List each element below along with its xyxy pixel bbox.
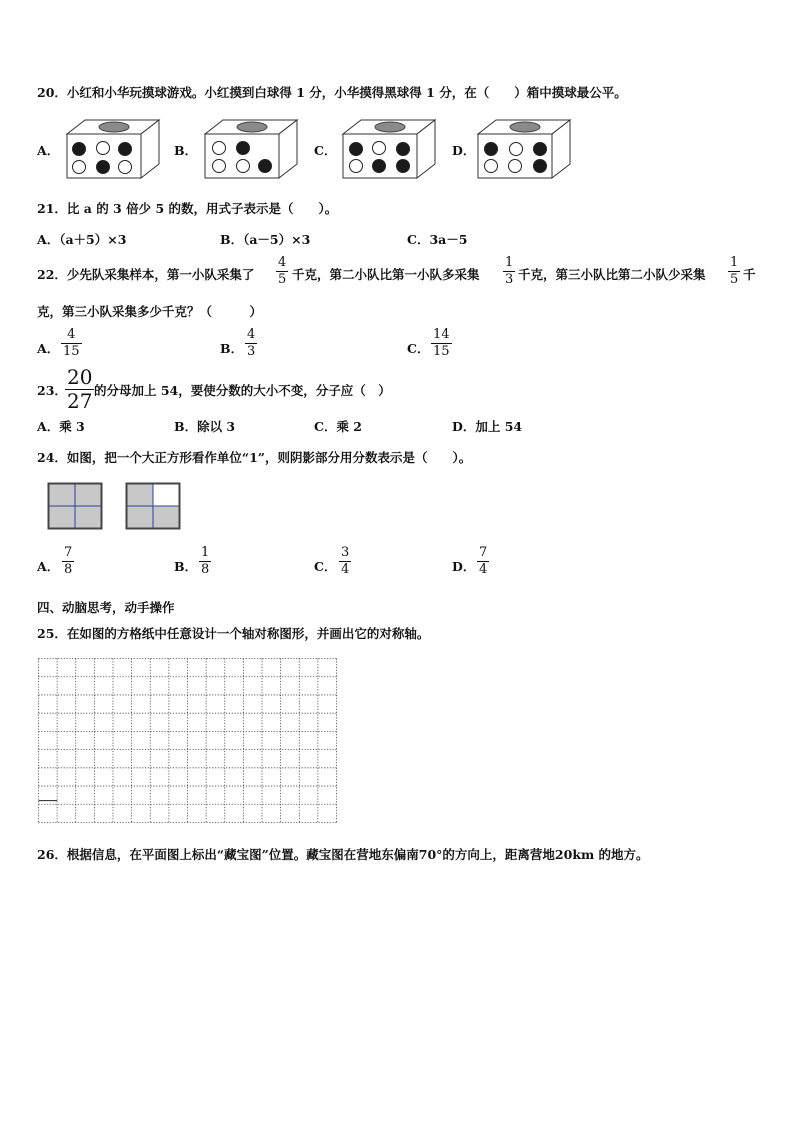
q23-fraction-denominator: 27 — [67, 389, 93, 413]
white-ball — [213, 160, 226, 173]
q22-fraction-1 — [276, 256, 288, 286]
black-ball — [534, 160, 547, 173]
box-hole — [510, 122, 540, 132]
q23-fraction — [65, 367, 94, 411]
box-hole — [237, 122, 267, 132]
q20-box-d — [478, 118, 574, 180]
q20-box-c — [343, 118, 439, 180]
q22-text-part4: 千 — [743, 267, 756, 282]
q22-fraction-1-numerator: 4 — [278, 255, 287, 270]
black-ball — [485, 143, 498, 156]
q22-option-a-numerator: 4 — [67, 327, 76, 342]
q24-option-c-numerator: 3 — [341, 545, 350, 560]
q22-option-b-fraction — [245, 328, 257, 358]
black-ball — [259, 160, 272, 173]
white-ball — [237, 160, 250, 173]
q23-option-a: A．乘 3 — [37, 419, 85, 434]
q22-fraction-3 — [728, 256, 740, 286]
question-20-text: 20．小红和小华玩摸球游戏。小红摸到白球得 1 分，小华摸得黑球得 1 分，在（ ）箱中摸球最公平。 — [37, 85, 627, 100]
q21-option-c: C．3a－5 — [407, 232, 468, 247]
q22-fraction-2 — [503, 256, 515, 286]
q24-option-a-numerator: 7 — [64, 545, 73, 560]
black-ball — [534, 143, 547, 156]
white-ball — [373, 142, 386, 155]
q22-option-a-fraction — [61, 328, 82, 358]
black-ball — [237, 142, 250, 155]
q24-option-a-fraction — [62, 546, 74, 576]
q24-option-d-fraction — [477, 546, 489, 576]
section-4-heading: 四、动脑思考，动手操作 — [37, 600, 175, 615]
q22-text-part2: 千克，第二小队比第一小队多采集 — [292, 267, 480, 282]
box-hole — [99, 122, 129, 132]
black-ball — [73, 143, 86, 156]
q23-option-c: C．乘 2 — [314, 419, 362, 434]
q24-option-a-denominator: 8 — [64, 562, 73, 577]
q23-number: 23． — [37, 383, 67, 398]
white-ball — [97, 142, 110, 155]
q23-text: 的分母加上 54，要使分数的大小不变，分子应（ ） — [94, 383, 391, 398]
question-26-text: 26．根据信息，在平面图上标出“藏宝图”位置。藏宝图在营地东偏南70°的方向上，距离营地20km 的地方。 — [37, 847, 649, 862]
q22-fraction-1-denominator: 5 — [278, 272, 287, 287]
q25-grid-paper — [38, 658, 338, 824]
q21-option-b: B．（a－5）×3 — [220, 232, 311, 247]
question-21-text: 21．比 a 的 3 倍少 5 的数，用式子表示是（ ）。 — [37, 201, 338, 216]
black-ball — [397, 143, 410, 156]
q22-fraction-2-numerator: 1 — [505, 255, 514, 270]
q21-option-a: A．（a＋5）×3 — [37, 232, 127, 247]
q24-option-c-fraction — [339, 546, 351, 576]
q22-option-b-label: B． — [220, 341, 244, 356]
q24-option-d-denominator: 4 — [479, 562, 488, 577]
q22-text-line2: 克，第三小队采集多少千克？（ ） — [37, 304, 263, 319]
q22-option-b-denominator: 3 — [247, 344, 256, 359]
q22-text-part3: 千克，第三小队比第二小队少采集 — [518, 267, 706, 282]
q22-option-c-fraction — [431, 328, 452, 358]
white-ball — [73, 161, 86, 174]
black-ball — [97, 161, 110, 174]
q23-option-d: D．加上 54 — [452, 419, 523, 434]
q23-option-b: B．除以 3 — [174, 419, 236, 434]
q20-option-b-label: B． — [174, 143, 198, 158]
q20-box-a — [67, 118, 163, 180]
white-ball — [510, 143, 523, 156]
q24-square-full-shaded — [48, 483, 102, 529]
black-ball — [119, 143, 132, 156]
q24-option-b-label: B． — [174, 559, 198, 574]
q20-option-a-label: A． — [37, 143, 60, 158]
q22-fraction-3-denominator: 5 — [730, 272, 739, 287]
white-ball — [509, 160, 522, 173]
q23-fraction-numerator: 20 — [67, 365, 93, 389]
q24-option-b-numerator: 1 — [201, 545, 210, 560]
white-ball — [485, 160, 498, 173]
q24-option-c-denominator: 4 — [341, 562, 350, 577]
q22-fraction-2-denominator: 3 — [505, 272, 514, 287]
q24-square-three-quarters-shaded — [126, 483, 180, 529]
q22-option-c-label: C． — [407, 341, 430, 356]
q24-option-b-denominator: 8 — [201, 562, 210, 577]
q20-option-c-label: C． — [314, 143, 337, 158]
q22-option-a-label: A． — [37, 341, 60, 356]
question-25-text: 25．在如图的方格纸中任意设计一个轴对称图形，并画出它的对称轴。 — [37, 626, 430, 641]
box-hole — [375, 122, 405, 132]
q22-option-c-numerator: 14 — [433, 327, 450, 342]
q24-option-a-label: A． — [37, 559, 60, 574]
q24-option-d-label: D． — [452, 559, 476, 574]
white-ball — [119, 161, 132, 174]
q20-option-d-label: D． — [452, 143, 476, 158]
question-24-text: 24．如图，把一个大正方形看作单位“1”，则阴影部分用分数表示是（ ）。 — [37, 450, 472, 465]
q22-option-a-denominator: 15 — [63, 344, 80, 359]
q24-option-b-fraction — [199, 546, 211, 576]
q20-box-b — [205, 118, 301, 180]
white-ball — [350, 160, 363, 173]
q22-text-part1: 22．少先队采集样本，第一小队采集了 — [37, 267, 255, 282]
black-ball — [373, 160, 386, 173]
white-ball — [213, 142, 226, 155]
q24-option-c-label: C． — [314, 559, 337, 574]
q22-option-b-numerator: 4 — [247, 327, 256, 342]
black-ball — [350, 143, 363, 156]
q22-fraction-3-numerator: 1 — [730, 255, 739, 270]
q24-option-d-numerator: 7 — [479, 545, 488, 560]
black-ball — [397, 160, 410, 173]
q22-option-c-denominator: 15 — [433, 344, 450, 359]
